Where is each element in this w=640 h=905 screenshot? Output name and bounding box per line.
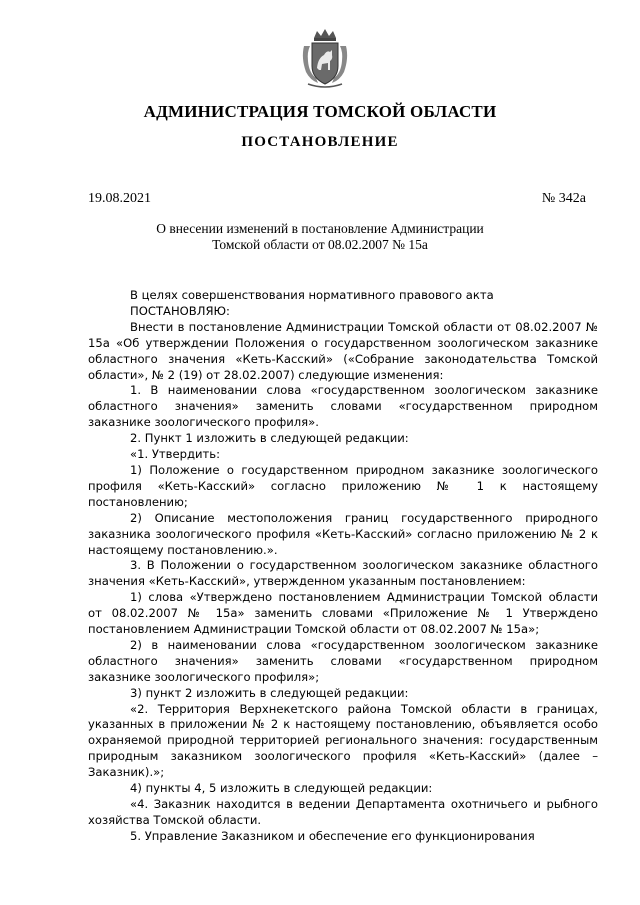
- body-paragraph: 1) Положение о государственном природном заказнике зоологического профиля «Кеть-Касский» согласно приложению № 1 к настоящему постановлению;: [88, 462, 598, 509]
- document-body: [88, 288, 598, 845]
- body-paragraph: 1) слова «Утверждено постановлением Администрации Томской области от 08.02.2007 № 15а» заменить словами «Приложение № 1 Утверждено постановлением Администрации Томской области от 08.02.2007 № 15а»;: [88, 590, 598, 637]
- decree-word: ПОСТАНОВЛЯЮ:: [130, 303, 230, 318]
- document-number: № 342а: [541, 191, 586, 206]
- coat-of-arms-icon: [300, 28, 350, 90]
- document-date: 19.08.2021: [88, 191, 151, 206]
- body-paragraph: 4) пункты 4, 5 изложить в следующей редакции:: [130, 781, 433, 796]
- body-paragraph: «4. Заказник находится в ведении Департамента охотничьего и рыбного хозяйства Томской области.: [88, 797, 598, 827]
- body-paragraph: 3. В Положении о государственном зоологическом заказнике областного значения «Кеть-Касский», утвержденном указанным постановлением:: [88, 558, 598, 589]
- subject-line: О внесении изменений в постановление Администрации: [156, 221, 484, 236]
- body-paragraph: «1. Утвердить:: [130, 447, 221, 462]
- body-paragraph: 1. В наименовании слова «государственном зоологическом заказнике областного значения» заменить словами «государственном природном заказнике зоологического профиля».: [88, 383, 598, 430]
- subject-line: Томской области от 08.02.2007 № 15а: [212, 237, 428, 252]
- body-paragraph: 2) Описание местоположения границ государственного природного заказника зоологического профиля «Кеть-Касский» согласно приложению № 2 к настоящему постановлению.».: [88, 510, 598, 557]
- organization-title: АДМИНИСТРАЦИЯ ТОМСКОЙ ОБЛАСТИ: [143, 102, 497, 121]
- body-paragraph: 3) пункт 2 изложить в следующей редакции:: [130, 685, 409, 700]
- body-paragraph: 2) в наименовании слова «государственном зоологическом заказнике областного значения» заменить словами «государственном природном заказнике зоологического профиля»;: [88, 637, 598, 684]
- body-paragraph: 5. Управление Заказником и обеспечение его функционирования: [130, 828, 535, 843]
- body-paragraph: 2. Пункт 1 изложить в следующей редакции:: [130, 431, 409, 446]
- document-type-title: ПОСТАНОВЛЕНИЕ: [241, 134, 399, 150]
- body-paragraph: Внести в постановление Администрации Томской области от 08.02.2007 № 15а «Об утверждении Положения о государственном зоологическом заказнике областного значения «Кеть-Касский» («Собрание законодательства Томской области», № 2 (19) от 28.02.2007) следующие изменения:: [88, 319, 598, 382]
- body-paragraph: «2. Территория Верхнекетского района Томской области в границах, указанных в приложении № 2 к настоящему постановлению, объявляется особо охраняемой природной территорией регионального значения: государственным природным заказником зоологического профиля «Кеть-Касский» (далее – Заказник).»;: [88, 701, 598, 780]
- document-subject: [0, 221, 640, 253]
- body-paragraph: В целях совершенствования нормативного правового акта: [130, 288, 494, 302]
